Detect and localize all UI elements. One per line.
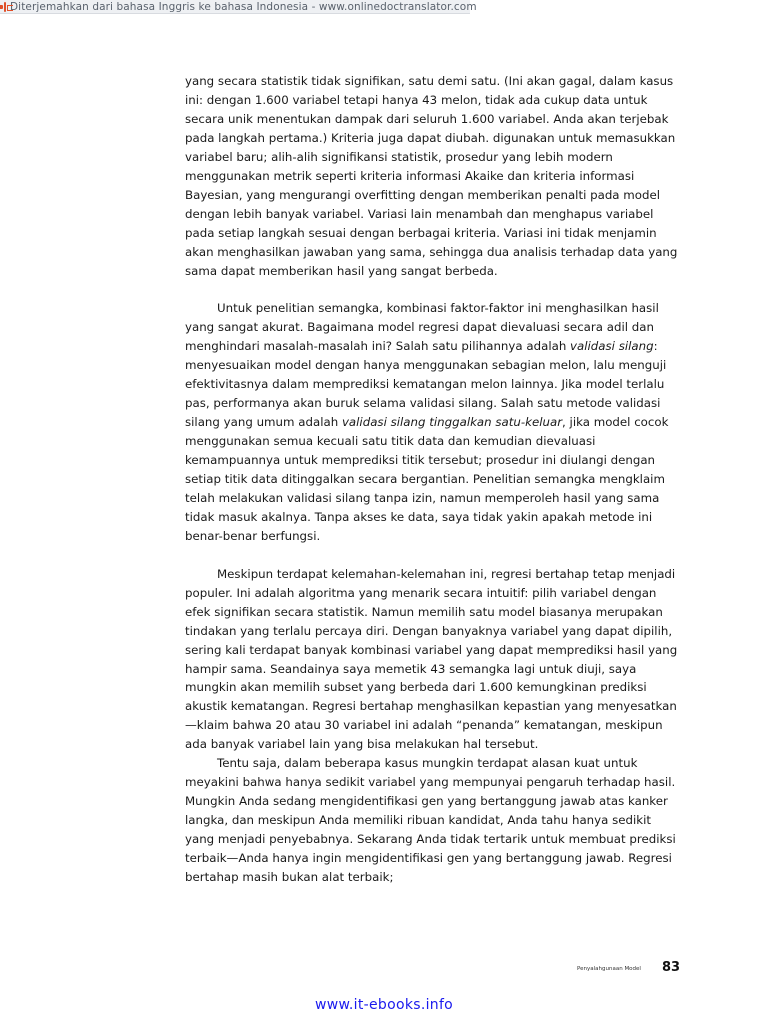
page-body (185, 72, 680, 887)
paragraph-text: : menyesuaikan model dengan hanya menggunakan sebagian melon, lalu menguji efektivitasnya dalam memprediksi kematangan melon lainnya. Jika model terlalu pas, performanya akan buruk selama validasi silang. Salah satu metode validasi silang yang umum adalah (185, 339, 667, 430)
translator-banner (0, 0, 477, 14)
paragraph-gap (185, 280, 680, 299)
paragraph-cross-validation (185, 299, 680, 545)
paragraph-few-variables: Tentu saja, dalam beberapa kasus mungkin terdapat alasan kuat untuk meyakini bahwa hanya sedikit variabel yang mempunyai pengaruh terhadap hasil. Mungkin Anda sedang mengidentifikasi gen yang bertanggung jawab atas kanker langka, dan meskipun Anda memiliki ribuan kandidat, Anda tahu hanya sedikit yang menjadi penyebabnya. Sekarang Anda tidak tertarik untuk membuat prediksi terbaik—Anda hanya ingin mengidentifikasi gen yang bertanggung jawab. Regresi bertahap masih bukan alat terbaik; (185, 756, 676, 884)
source-link[interactable]: www.it-ebooks.info (314, 997, 454, 1013)
paragraph-text: Untuk penelitian semangka, kombinasi faktor-faktor ini menghasilkan hasil yang sangat akurat. Bagaimana model regresi dapat dievaluasi secara adil dan menghindari masalah-masalah ini? Salah satu pilihannya adalah (185, 301, 659, 354)
term-leave-one-out: validasi silang tinggalkan satu-keluar (341, 415, 563, 430)
paragraph-text: , jika model cocok menggunakan semua kecuali satu titik data dan kemudian dievaluasi kemampuannya untuk memprediksi titik tersebut; prosedur ini diulangi dengan setiap titik data ditinggalkan secara bergantian. Penelitian semangka mengklaim telah melakukan validasi silang tanpa izin, namun memperoleh hasil yang sama tidak masuk akalnya. Tanpa akses ke data, saya tidak yakin apakah metode ini benar-benar berfungsi. (185, 415, 669, 543)
running-head: Penyalahgunaan Model (577, 966, 641, 972)
page-number: 83 (662, 960, 681, 975)
paragraph-gap (185, 546, 680, 565)
term-cross-validation: validasi silang (570, 339, 654, 354)
paragraph-stepwise-popularity: Meskipun terdapat kelemahan-kelemahan ini, regresi bertahap tetap menjadi populer. Ini adalah algoritma yang menarik secara intuitif: pilih variabel dengan efek signifikan secara statistik. Namun memilih satu model biasanya merupakan tindakan yang terlalu percaya diri. Dengan banyaknya variabel yang dapat dipilih, sering kali terdapat banyak kombinasi variabel yang dapat memprediksi hasil yang hampir sama. Seandainya saya memetik 43 semangka lagi untuk diuji, saya mungkin akan memilih subset yang berbeda dari 1.600 kemungkinan prediksi akustik kematangan. Regresi bertahap menghasilkan kepastian yang menyesatkan—klaim bahwa 20 atau 30 variabel ini adalah “penanda” kematangan, meskipun ada banyak variabel lain yang bisa melakukan hal tersebut. (185, 566, 678, 752)
translator-logo-icon (4, 2, 6, 12)
paragraph-stepwise-criteria: yang secara statistik tidak signifikan, satu demi satu. (Ini akan gagal, dalam kasus ini: dengan 1.600 variabel tetapi hanya 43 melon, tidak ada cukup data untuk secara unik menentukan dampak dari seluruh 1.600 variabel. Anda akan terjebak pada langkah pertama.) Kriteria juga dapat diubah. digunakan untuk memasukkan variabel baru; alih-alih signifikansi statistik, prosedur yang lebih modern menggunakan metrik seperti kriteria informasi Akaike dan kriteria informasi Bayesian, yang mengurangi overfitting dengan memberikan penalti pada model dengan lebih banyak variabel. Variasi lain menambah dan menghapus variabel pada setiap langkah sesuai dengan berbagai kriteria. Variasi ini tidak menjamin akan menghasilkan jawaban yang sama, sehingga dua analisis terhadap data yang sama dapat memberikan hasil yang sangat berbeda. (185, 74, 678, 278)
translator-banner-text: Diterjemahkan dari bahasa Inggris ke bahasa Indonesia - www.onlinedoctranslator.com (10, 0, 477, 13)
